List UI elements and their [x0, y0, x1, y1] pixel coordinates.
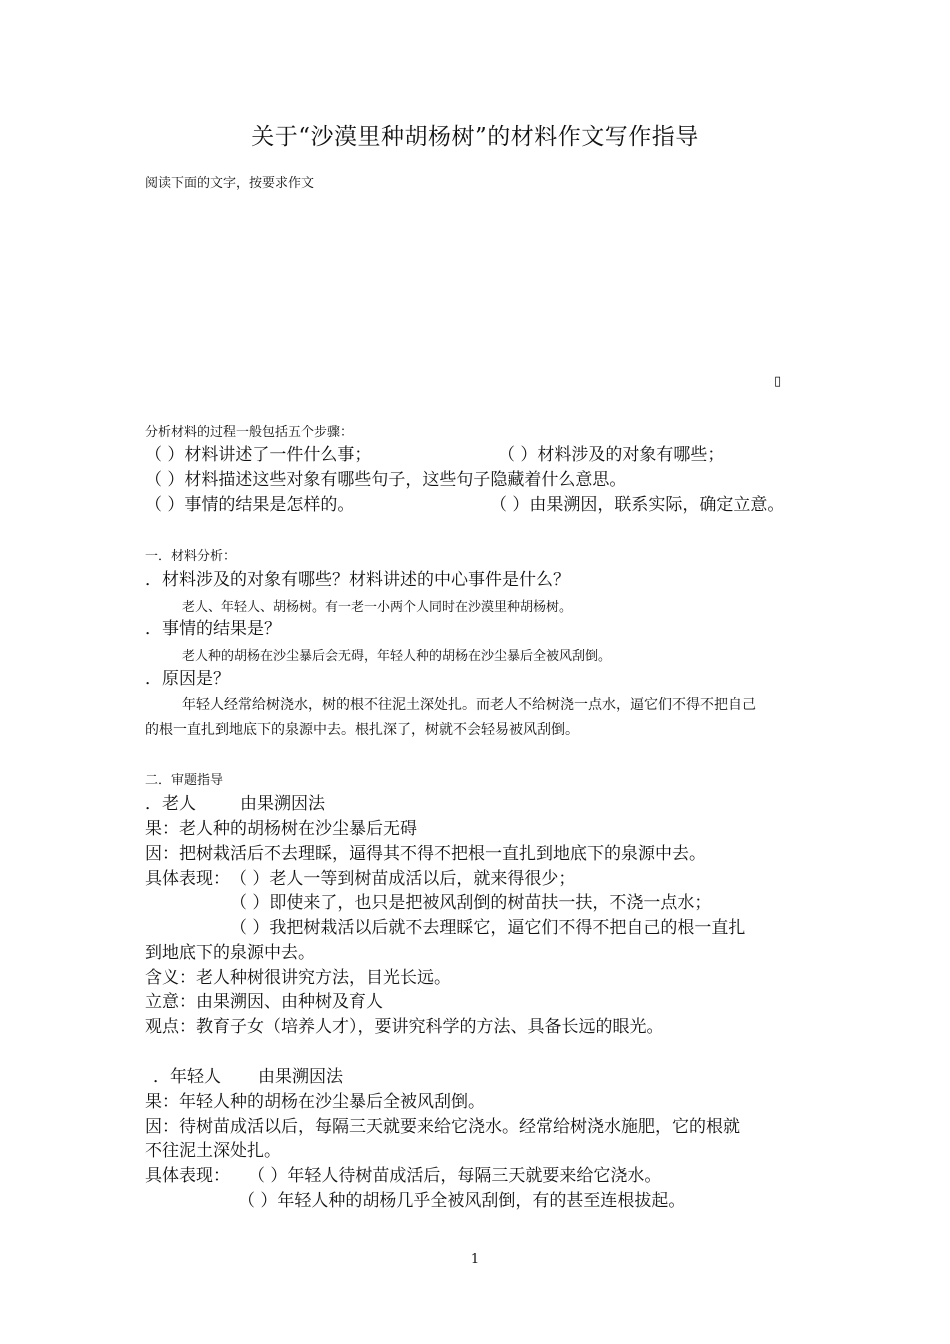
document-title: 关于“沙漠里种胡杨树”的材料作文写作指导 — [251, 124, 699, 150]
section1-question-3: ．原因是？ — [145, 669, 230, 689]
section2-heading: 二．审题指导 — [145, 773, 224, 788]
old-man-method: 由果溯因法 — [240, 794, 325, 814]
section1-answer-1: 老人、年轻人、胡杨树。有一老一小两个人同时在沙漠里种胡杨树。 — [182, 600, 573, 615]
section1-answer-2: 老人种的胡杨在沙尘暴后会无碍，年轻人种的胡杨在沙尘暴后全被风刮倒。 — [182, 649, 612, 664]
old-man-expression-2: （ ）即使来了，也只是把被风刮倒的树苗扶一扶，不浇一点水； — [230, 893, 712, 913]
step-3: （ ）材料描述这些对象有哪些句子，这些句子隐藏着什么意思。 — [145, 470, 627, 490]
page-number: 1 — [470, 1252, 480, 1267]
old-man-expression-1: （ ）老人一等到树苗成活以后，就来得很少； — [230, 869, 576, 889]
young-man-result: 果：年轻人种的胡杨在沙尘暴后全被风刮倒。 — [145, 1092, 485, 1112]
old-man-expression-3-line1: （ ）我把树栽活以后就不去理睬它，逼它们不得不把自己的根一直扎 — [230, 918, 746, 938]
steps-heading: 分析材料的过程一般包括五个步骤： — [145, 425, 354, 440]
section1-answer-3-line2: 的根一直扎到地底下的泉源中去。根扎深了，树就不会轻易被风刮倒。 — [145, 722, 579, 738]
step-4: （ ）事情的结果是怎样的。 — [145, 495, 355, 515]
step-1: （ ）材料讲述了一件什么事； — [145, 445, 372, 465]
young-man-label: ．年轻人 — [153, 1067, 221, 1087]
young-man-cause-line2: 不往泥土深处扎。 — [145, 1141, 281, 1161]
old-man-meaning: 含义：老人种树很讲究方法，目光长远。 — [145, 968, 451, 988]
young-man-cause-line1: 因：待树苗成活以后，每隔三天就要来给它浇水。经常给树浇水施肥，它的根就 — [145, 1117, 740, 1137]
section1-heading: 一．材料分析： — [145, 549, 237, 564]
old-man-intent: 立意：由果溯因、由种树及育人 — [145, 992, 383, 1012]
old-man-label: ．老人 — [145, 794, 196, 814]
section1-answer-3-line1: 年轻人经常给树浇水，树的根不往泥土深处扎。而老人不给树浇一点水，逼它们不得不把自己 — [182, 697, 756, 713]
step-2: （ ）材料涉及的对象有哪些； — [498, 445, 725, 465]
section1-question-1: ．材料涉及的对象有哪些？材料讲述的中心事件是什么？ — [145, 570, 570, 590]
old-man-result: 果：老人种的胡杨树在沙尘暴后无碍 — [145, 819, 417, 839]
young-man-expression-1: （ ）年轻人待树苗成活后，每隔三天就要来给它浇水。 — [248, 1166, 662, 1186]
young-man-expression-label: 具体表现： — [145, 1166, 230, 1186]
old-man-expression-label: 具体表现： — [145, 869, 230, 889]
old-man-expression-3-line2: 到地底下的泉源中去。 — [145, 943, 315, 963]
young-man-expression-2: （ ）年轻人种的胡杨几乎全被风刮倒，有的甚至连根拔起。 — [238, 1191, 686, 1211]
step-5: （ ）由果溯因，联系实际，确定立意。 — [490, 495, 785, 515]
old-man-viewpoint: 观点：教育子女（培养人才），要讲究科学的方法、具备长远的眼光。 — [145, 1017, 664, 1037]
young-man-method: 由果溯因法 — [258, 1067, 343, 1087]
section1-question-2: ．事情的结果是？ — [145, 619, 281, 639]
stray-mark: ▯ — [774, 374, 782, 389]
old-man-cause: 因：把树栽活后不去理睬，逼得其不得不把根一直扎到地底下的泉源中去。 — [145, 844, 706, 864]
intro-prompt: 阅读下面的文字，按要求作文 — [145, 176, 315, 191]
